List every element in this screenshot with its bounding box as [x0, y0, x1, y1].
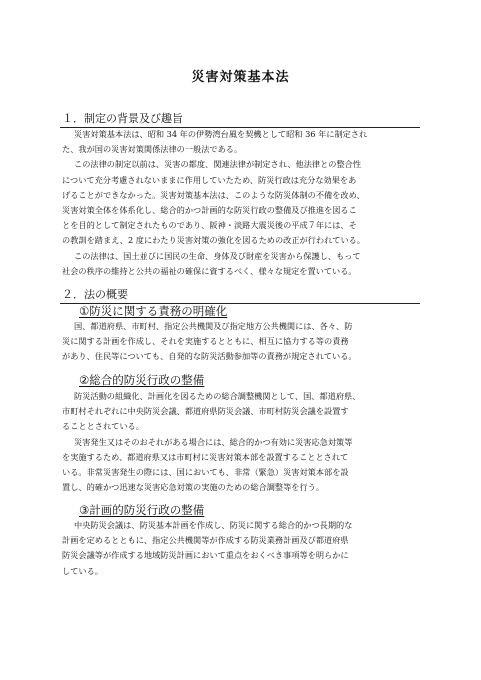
text-line: 災害発生又はそのおそれがある場合には、総合的かつ有効に災害応急対策等: [74, 436, 353, 447]
text-line: している。: [62, 565, 103, 576]
subsection-heading-comprehensive: ②総合的防災行政の整備: [79, 373, 205, 387]
text-line: この法律の制定以前は、災害の都度、関連法律が制定され、他法律との整合性: [74, 159, 362, 170]
text-line: 市町村それぞれに中央防災会議、都道府県防災会議、市町村防災会議を設置す: [62, 406, 349, 417]
text-line: 防災活動の組織化、計画化を図るための総合調整機関として、国、都道府県、: [74, 391, 361, 401]
text-line: げることができなかった。災害対策基本法は、このような防災体制の不備を改め、: [62, 189, 365, 200]
text-line: について充分考慮されないままに作用していたため、防災行政は充分な効果をあ: [62, 174, 357, 185]
text-line: の教訓を踏まえ、2 度にわたり災害対策の強化を図るための改正が行われている。: [62, 235, 366, 246]
section-heading-background: １．制定の背景及び趣旨: [62, 112, 183, 125]
text-line: 国、都道府県、市町村、指定公共機関及び指定地方公共機関には、各々、防: [74, 321, 353, 331]
section-background-body: [62, 127, 422, 279]
text-line: この法律は、国土並びに国民の生命、身体及び財産を災害から保護し、もって: [74, 250, 361, 261]
subsection-heading-planned: ③計画的防災行政の整備: [79, 503, 205, 517]
text-line: とを目的として制定されたものであり、阪神・淡路大震災後の平成７年には、そ: [62, 220, 357, 231]
text-line: 災に関する計画を作成し、それを実施するとともに、相互に協力する等の責務: [62, 336, 349, 347]
text-line: た、我が国の災害対策関係法律の一般法である。: [62, 144, 243, 155]
text-line: があり、住民等についても、自発的な防災活動参加等の責務が規定されている。: [62, 351, 357, 362]
text-line: 災害対策全体を体系化し、総合的かつ計画的な防災行政の整備及び推進を図るこ: [62, 204, 357, 215]
text-line: いる。非常災害発生の際には、国においても、非常（緊急）災害対策本部を設: [62, 466, 349, 477]
subsection-heading-responsibilities: ①防災に関する責務の明確化: [79, 304, 228, 318]
subsection-comprehensive-body: [62, 389, 422, 495]
subsection-responsibilities-body: [62, 319, 422, 365]
text-line: を実施するため、都道府県又は市町村に災害対策本部を設置することとされて: [62, 451, 349, 462]
text-line: 計画を定めるとともに、指定公共機関等が作成する防災業務計画及び都道府県: [62, 535, 349, 546]
document-title: 災害対策基本法: [191, 70, 290, 85]
text-line: 置し、的確かつ迅速な災害応急対策の実施のための総合調整等を行う。: [62, 482, 325, 493]
text-line: 災害対策基本法は、昭和 34 年の伊勢湾台風を契機として昭和 36 年に制定され: [74, 129, 368, 139]
text-line: 中央防災会議は、防災基本計画を作成し、防災に関する総合的かつ長期的な: [74, 520, 353, 530]
subsection-planned-body: [62, 518, 422, 579]
text-line: 社会の秩序の維持と公共の福祉の確保に資するべく、様々な規定を置いている。: [62, 265, 357, 276]
text-line: ることとされている。: [62, 421, 144, 432]
text-line: 防災会議等が作成する地域防災計画において重点をおくべき事項等を明らかに: [62, 550, 349, 561]
section-heading-overview: ２．法の概要: [62, 288, 128, 301]
